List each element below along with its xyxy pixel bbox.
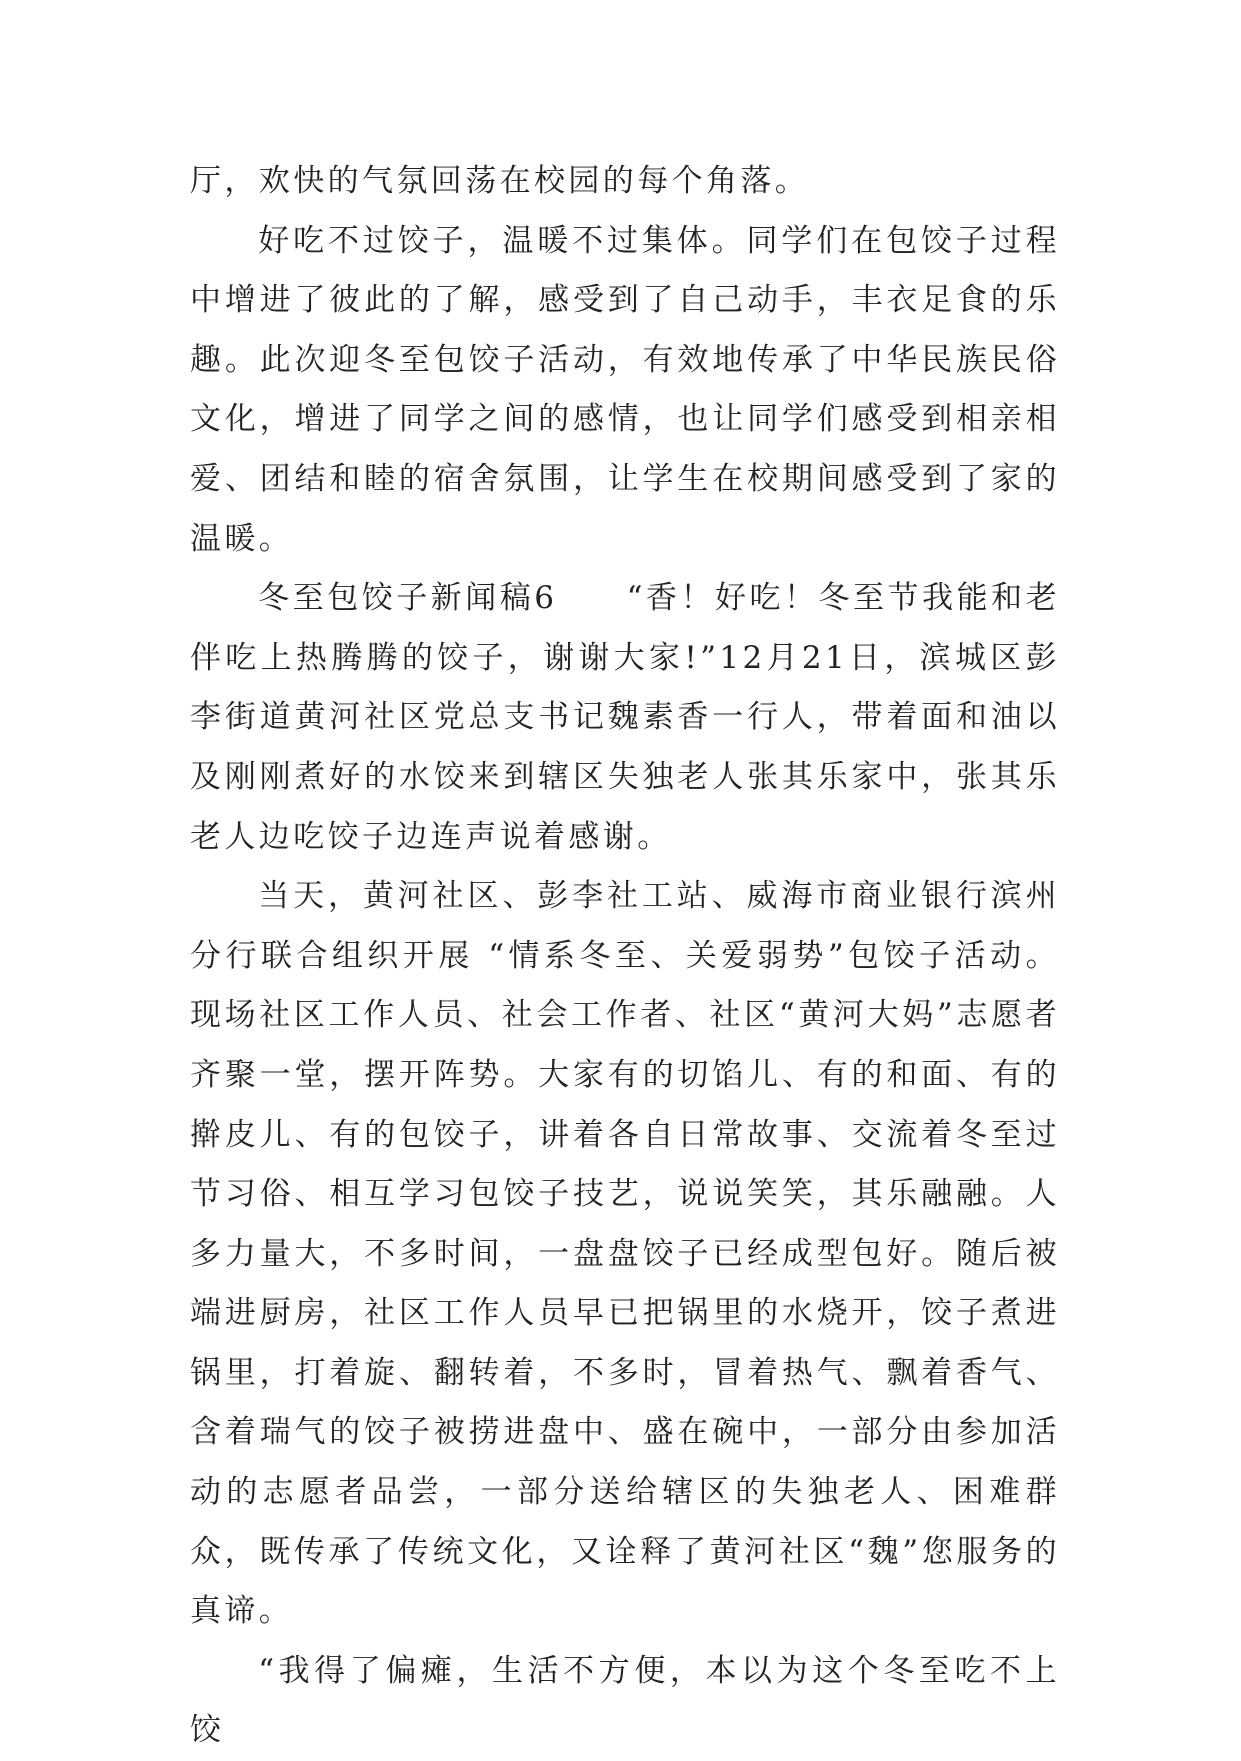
paragraph-community-activity: 当天，黄河社区、彭李社工站、威海市商业银行滨州分行联合组织开展 “情系冬至、关爱弱势”包饺子活动。现场社区工作人员、社会工作者、社区“黄河大妈”志愿者齐聚一堂，摆开阵势。大家有的切馅儿、有的和面、有的擀皮儿、有的包饺子，讲着各自日常故事、交流着冬至过节习俗、相互学习包饺子技艺，说说笑笑，其乐融融。人多力量大，不多时间，一盘盘饺子已经成型包好。随后被端进厨房，社区工作人员早已把锅里的水烧开，饺子煮进锅里，打着旋、翻转着，不多时，冒着热气、飘着香气、含着瑞气的饺子被捞进盘中、盛在碗中，一部分由参加活动的志愿者品尝，一部分送给辖区的失独老人、困难群众，既传承了传统文化，又诠释了黄河社区“魏”您服务的真谛。 [190,878,1060,1630]
document-body [190,152,1060,1761]
paragraph-quote-start: “我得了偏瘫，生活不方便，本以为这个冬至吃不上饺 [190,1652,1060,1749]
paragraph-dumplings-collective: 好吃不过饺子，温暖不过集体。同学们在包饺子过程中增进了彼此的了解，感受到了自己动手，丰衣足食的乐趣。此次迎冬至包饺子活动，有效地传承了中华民族民俗文化，增进了同学之间的感情，也让同学们感受到相亲相爱、团结和睦的宿舍氛围，让学生在校期间感受到了家的温暖。 [190,222,1060,557]
paragraph-news-6-intro: 冬至包饺子新闻稿6 “香！好吃！冬至节我能和老伴吃上热腾腾的饺子，谢谢大家!”12月21日，滨城区彭李街道黄河社区党总支书记魏素香一行人，带着面和油以及刚刚煮好的水饺来到辖区失独老人张其乐家中，张其乐老人边吃饺子边连声说着感谢。 [190,580,1060,855]
paragraph-continuation: 厅，欢快的气氛回荡在校园的每个角落。 [190,163,810,199]
